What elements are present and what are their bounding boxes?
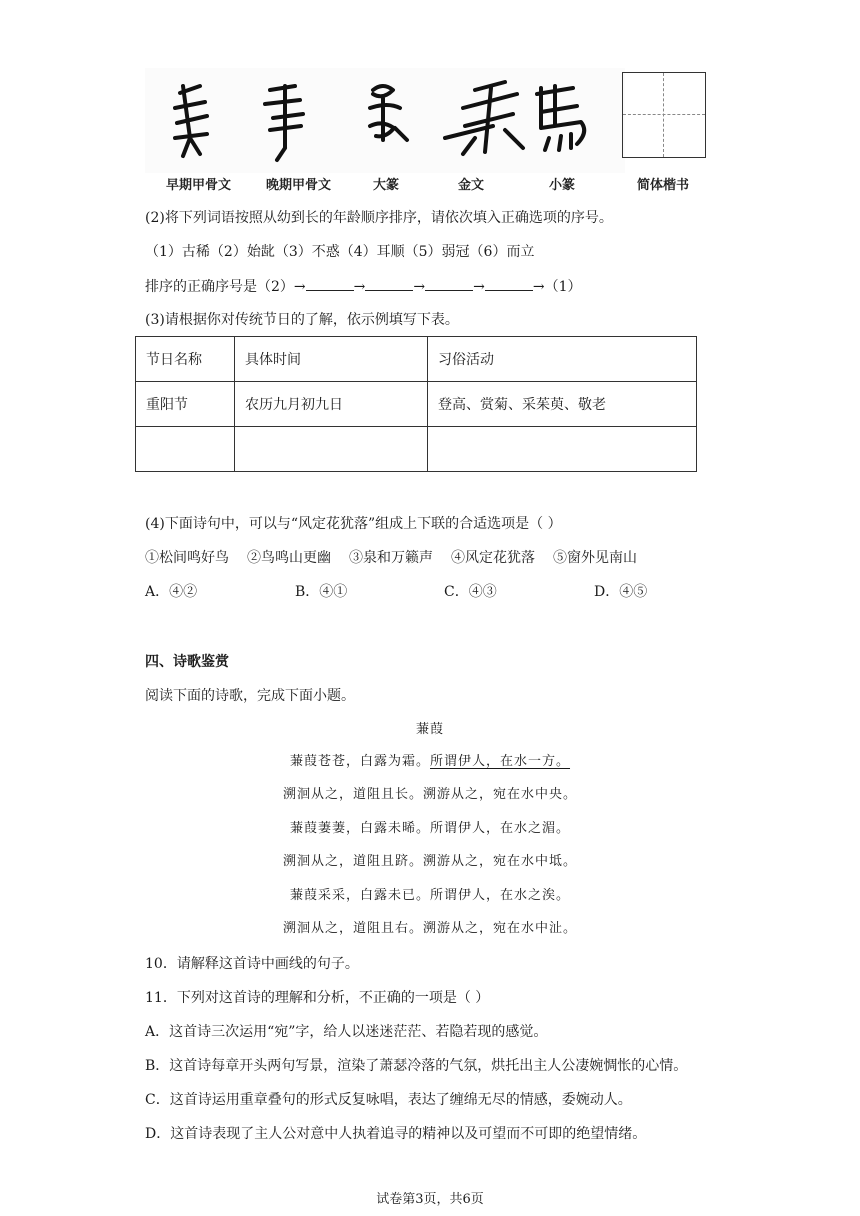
glyph-label: 晚期甲骨文 bbox=[266, 178, 332, 193]
choice-c[interactable]: C．④③ bbox=[444, 584, 497, 600]
glyph-label: 简体楷书 bbox=[637, 178, 690, 193]
question-4-stem: (4)下面诗句中，可以与“风定花犹落”组成上下联的合适选项是（ ） bbox=[145, 516, 562, 532]
question-3-stem: (3)请根据你对传统节日的了解，依示例填写下表。 bbox=[145, 312, 459, 328]
poem-line-option: ②鸟鸣山更幽 bbox=[247, 550, 331, 566]
table-cell: 农历九月初九日 bbox=[235, 382, 428, 427]
choice-c[interactable]: C．这首诗运用重章叠句的形式反复咏唱，表达了缠绵无尽的情感，委婉动人。 bbox=[145, 1092, 632, 1108]
answer-blank[interactable] bbox=[485, 276, 533, 291]
choice-b[interactable]: B．④① bbox=[295, 584, 348, 600]
glyph-label: 金文 bbox=[458, 178, 485, 193]
choice-d[interactable]: D．这首诗表现了主人公对意中人执着追寻的精神以及可望而不可即的绝望情绪。 bbox=[145, 1126, 647, 1142]
arrow: → bbox=[413, 279, 426, 295]
poem-line: 溯洄从之，道阻且跻。溯游从之，宛在水中坻。 bbox=[282, 854, 577, 869]
poem-line: 溯洄从之，道阻且长。溯游从之，宛在水中央。 bbox=[282, 787, 577, 802]
poem-line-option: ④风定花犹落 bbox=[451, 550, 535, 566]
glyph-evolution-image bbox=[145, 68, 625, 173]
poem-line-option: ③泉和万籁声 bbox=[349, 550, 433, 566]
poem-line: 蒹葭采采，白露未已。所谓伊人，在水之涘。 bbox=[289, 888, 570, 903]
poem-line-option: ⑤窗外见南山 bbox=[553, 550, 637, 566]
table-cell-input[interactable] bbox=[235, 427, 428, 472]
table-cell: 重阳节 bbox=[136, 382, 235, 427]
section-title: 四、诗歌鉴赏 bbox=[145, 654, 229, 670]
poem-line: 溯洄从之，道阻且右。溯游从之，宛在水中沚。 bbox=[282, 921, 577, 936]
table-header-row bbox=[136, 337, 697, 382]
poem-line bbox=[0, 752, 860, 772]
question-4-lines bbox=[145, 548, 637, 568]
poem-line: 蒹葭萋萋，白露未晞。所谓伊人，在水之湄。 bbox=[289, 821, 570, 836]
question-11-stem: 11．下列对这首诗的理解和分析，不正确的一项是（ ） bbox=[145, 990, 490, 1006]
question-2-answer-line bbox=[145, 276, 581, 297]
glyph-label: 早期甲骨文 bbox=[166, 178, 232, 193]
answer-blank[interactable] bbox=[365, 276, 413, 291]
underlined-poem-text: 所谓伊人，在水一方。 bbox=[430, 754, 571, 769]
poem-title: 蒹葭 bbox=[415, 722, 444, 737]
choice-b[interactable]: B．这首诗每章开头两句写景，渲染了萧瑟冷落的气氛，烘托出主人公凄婉惆怅的心情。 bbox=[145, 1058, 688, 1074]
character-grid-box bbox=[622, 72, 706, 158]
arrow: → bbox=[353, 279, 366, 295]
table-row-blank bbox=[136, 427, 697, 472]
choice-a[interactable]: A．这首诗三次运用“宛”字，给人以迷迷茫茫、若隐若现的感觉。 bbox=[145, 1024, 548, 1040]
arrow: → bbox=[473, 279, 485, 295]
answer-suffix: →（1） bbox=[532, 279, 582, 295]
poem-line-option: ①松间鸣好鸟 bbox=[145, 550, 229, 566]
answer-blank[interactable] bbox=[425, 276, 473, 291]
choice-d[interactable]: D．④⑤ bbox=[594, 584, 648, 600]
table-cell-input[interactable] bbox=[136, 427, 235, 472]
question-2-stem: (2)将下列词语按照从幼到长的年龄顺序排序，请依次填入正确选项的序号。 bbox=[145, 210, 613, 226]
section-intro: 阅读下面的诗歌，完成下面小题。 bbox=[145, 688, 355, 704]
glyph-label: 大篆 bbox=[373, 178, 400, 193]
festival-table bbox=[135, 336, 697, 472]
question-10: 10．请解释这首诗中画线的句子。 bbox=[145, 956, 359, 972]
poem-text: 蒹葭苍苍，白露为霜。 bbox=[289, 754, 430, 769]
choice-a[interactable]: A．④② bbox=[145, 584, 198, 600]
table-header-cell: 节日名称 bbox=[136, 337, 235, 382]
table-cell: 登高、赏菊、采茱萸、敬老 bbox=[428, 382, 697, 427]
glyph-label: 小篆 bbox=[549, 178, 576, 193]
answer-blank[interactable] bbox=[306, 276, 354, 291]
table-header-cell: 具体时间 bbox=[235, 337, 428, 382]
answer-prefix: 排序的正确序号是（2）→ bbox=[145, 279, 306, 295]
ancient-glyphs-drawing bbox=[145, 68, 625, 173]
table-cell-input[interactable] bbox=[428, 427, 697, 472]
table-row bbox=[136, 382, 697, 427]
question-2-options: （1）古稀（2）始龀（3）不惑（4）耳顺（5）弱冠（6）而立 bbox=[145, 244, 535, 260]
page-footer: 试卷第3页，共6页 bbox=[376, 1192, 484, 1207]
table-header-cell: 习俗活动 bbox=[428, 337, 697, 382]
